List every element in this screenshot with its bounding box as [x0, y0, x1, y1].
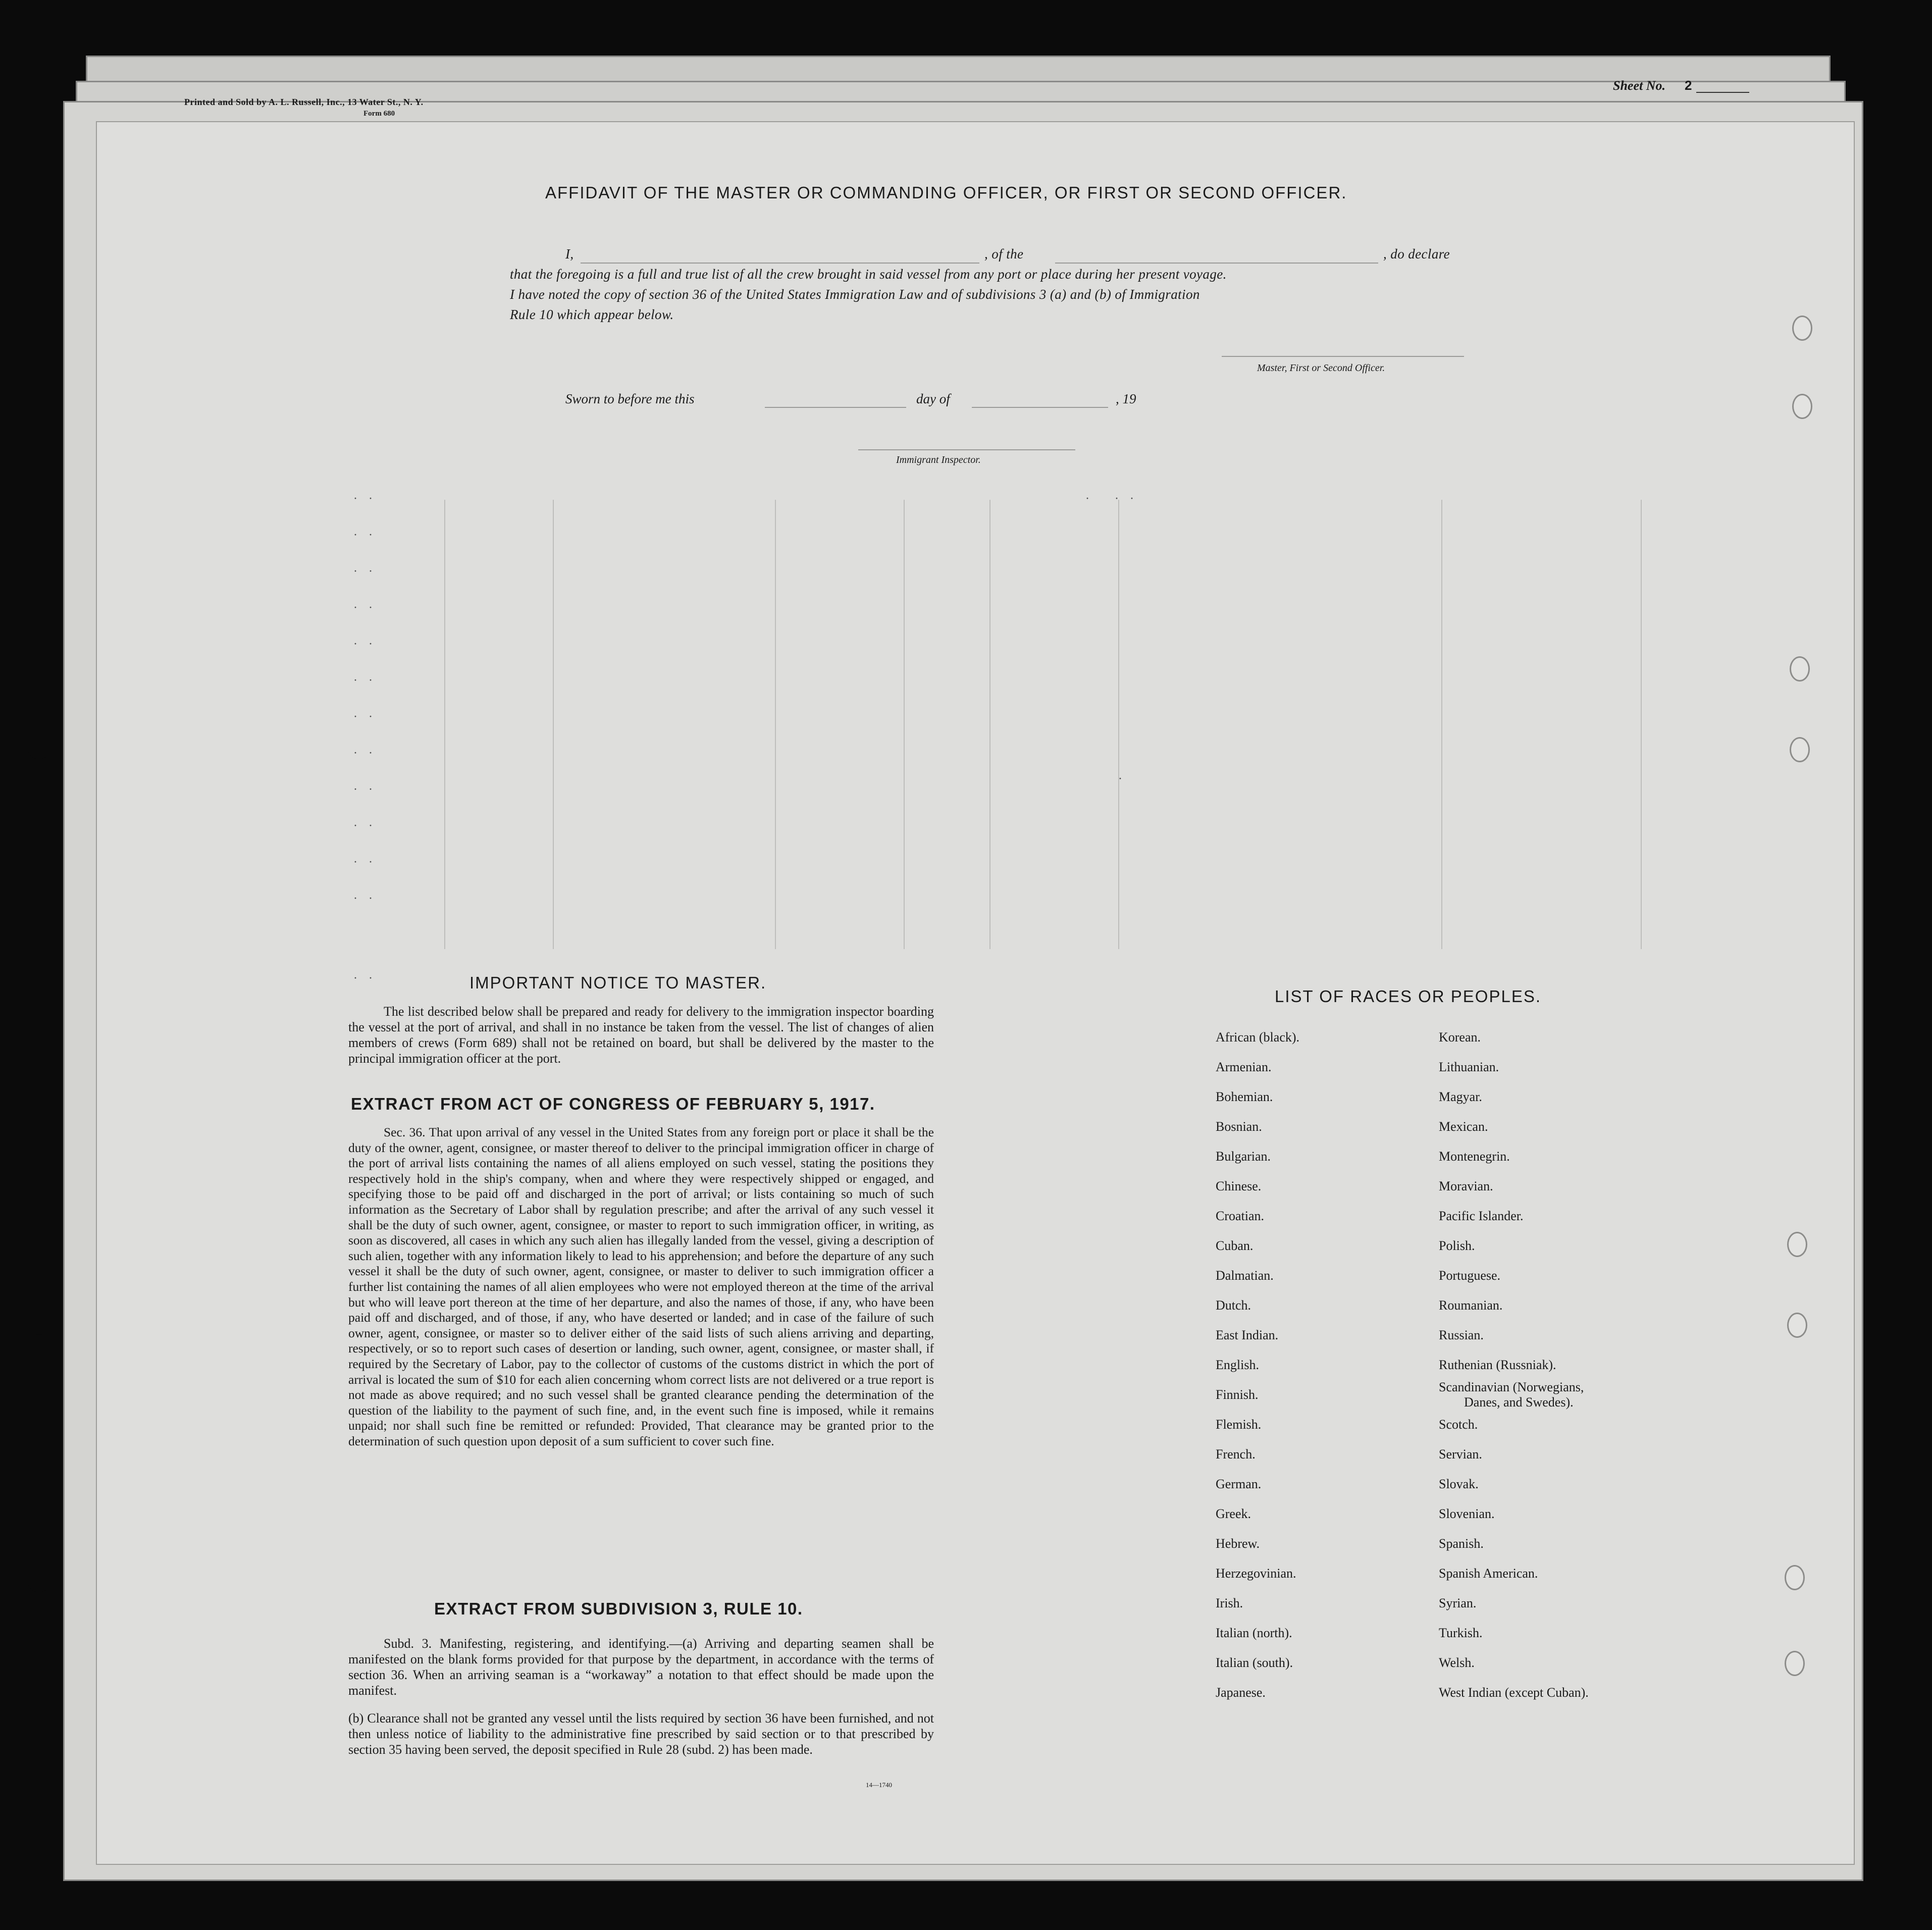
rule-extract-title: EXTRACT FROM SUBDIVISION 3, RULE 10. [434, 1599, 803, 1618]
race-item: Bosnian. [1216, 1119, 1262, 1134]
punch-ring [1792, 394, 1812, 419]
act-extract-title: EXTRACT FROM ACT OF CONGRESS OF FEBRUARY 5, 1917. [351, 1094, 875, 1113]
faint-rule [989, 500, 990, 949]
faint-rule [1641, 500, 1642, 949]
race-item: Finnish. [1216, 1387, 1259, 1402]
punch-ring [1787, 1313, 1807, 1338]
bleed-dots: ·· [353, 747, 384, 760]
race-item: Dalmatian. [1216, 1268, 1274, 1283]
faint-rule [553, 500, 554, 949]
race-item: Spanish. [1439, 1536, 1484, 1551]
rule-extract-a: Subd. 3. Manifesting, registering, and identifying.—(a) Arriving and departing seamen shall be manifested on the blank forms provided for that purpose by the department, in accordance with the terms of section 36. When an arriving seaman is a “workaway” a notation to that effect should be made upon the manifest. [348, 1636, 934, 1698]
race-item: Roumanian. [1439, 1298, 1503, 1313]
race-item: French. [1216, 1447, 1256, 1462]
race-item: Hebrew. [1216, 1536, 1260, 1551]
affidavit-line: I have noted the copy of section 36 of the United States Immigration Law and of subdivisions 3 (a) and (b) of Immigration [510, 287, 1200, 302]
races-title: LIST OF RACES OR PEOPLES. [1275, 987, 1542, 1006]
race-item: Ruthenian (Russniak). [1439, 1358, 1556, 1372]
race-item: Polish. [1439, 1238, 1475, 1253]
race-item: Slovenian. [1439, 1506, 1495, 1521]
race-item: Flemish. [1216, 1417, 1262, 1432]
race-item: Japanese. [1216, 1685, 1266, 1700]
sheet-number-label: Sheet No. [1613, 78, 1665, 93]
signature-line [1222, 356, 1464, 357]
race-item: Montenegrin. [1439, 1149, 1510, 1164]
binding-hole [28, 1313, 50, 1335]
race-item: Croatian. [1216, 1209, 1265, 1223]
name-blank [581, 263, 979, 264]
month-blank [972, 407, 1108, 408]
notice-body: The list described below shall be prepared and ready for delivery to the immigration inspector boarding the vessel at the port of arrival, and shall in no instance be taken from the vessel. The list of changes of alien members of crews (Form 689) shall not be retained on board, but shall be delivered by the master to the principal immigration officer at the port. [348, 1004, 934, 1066]
binding-hole [28, 737, 50, 759]
race-item: African (black). [1216, 1030, 1300, 1045]
inspector-line [858, 449, 1075, 450]
bleed-dots: ·· [353, 492, 384, 505]
race-item: Irish. [1216, 1596, 1243, 1610]
vessel-blank [1055, 263, 1378, 264]
punch-ring [1792, 316, 1812, 341]
affidavit-i: I, [565, 246, 574, 262]
race-item: Chinese. [1216, 1179, 1262, 1193]
affidavit-do-declare: , do declare [1383, 246, 1450, 262]
race-item: Syrian. [1439, 1596, 1477, 1610]
binding-hole [28, 404, 50, 426]
punch-ring [1785, 1651, 1805, 1676]
race-item: Bohemian. [1216, 1089, 1273, 1104]
race-item: West Indian (except Cuban). [1439, 1685, 1589, 1700]
affidavit-line: Rule 10 which appear below. [510, 307, 674, 322]
notice-title: IMPORTANT NOTICE TO MASTER. [469, 973, 767, 992]
race-item: Slovak. [1439, 1477, 1479, 1491]
bleed-dots: ·· [353, 601, 384, 614]
front-sheet [96, 121, 1855, 1865]
sheet-number [1613, 78, 1692, 93]
faint-rule [904, 500, 905, 949]
bleed-dots: ·· [353, 856, 384, 869]
bleed-dots: ·· [353, 674, 384, 687]
day-blank [765, 407, 906, 408]
bleed-dots: ·· [353, 819, 384, 832]
form-code: 14—1740 [866, 1781, 892, 1789]
bleed-dots: ·· [353, 638, 384, 651]
race-item: Servian. [1439, 1447, 1482, 1462]
punch-ring [1790, 737, 1810, 762]
printer-credit: Printed and Sold by A. L. Russell, Inc., 13 Water St., N. Y. [184, 97, 424, 107]
punch-ring [1785, 1565, 1805, 1590]
race-item: English. [1216, 1358, 1259, 1372]
race-item: Mexican. [1439, 1119, 1488, 1134]
race-item: Scotch. [1439, 1417, 1478, 1432]
race-item: Armenian. [1216, 1060, 1272, 1074]
bleed-dots: ·· [353, 892, 384, 905]
sworn-text: Sworn to before me this [565, 391, 695, 406]
faint-rule [775, 500, 776, 949]
signature-label: Master, First or Second Officer. [1257, 362, 1385, 374]
race-item: Italian (north). [1216, 1626, 1292, 1640]
faint-rule [444, 500, 445, 949]
race-item: Italian (south). [1216, 1655, 1293, 1670]
sheet-number-value: 2 [1685, 78, 1692, 93]
bleed-dots: ·· [353, 710, 384, 723]
race-item: Greek. [1216, 1506, 1251, 1521]
form-number: Form 680 [363, 110, 395, 118]
race-item: Moravian. [1439, 1179, 1493, 1193]
punch-ring [1790, 656, 1810, 682]
race-item: Dutch. [1216, 1298, 1251, 1313]
race-item: German. [1216, 1477, 1262, 1491]
bleed-dots: ·· [353, 783, 384, 796]
inspector-label: Immigrant Inspector. [896, 454, 981, 465]
race-item: Bulgarian. [1216, 1149, 1271, 1164]
race-item: Pacific Islander. [1439, 1209, 1524, 1223]
bleed-dots: · [1118, 772, 1133, 786]
race-item: East Indian. [1216, 1328, 1279, 1342]
day-of-text: day of [916, 391, 950, 406]
race-item: Turkish. [1439, 1626, 1483, 1640]
punch-ring [1787, 1232, 1807, 1257]
race-item: Spanish American. [1439, 1566, 1538, 1581]
race-item: Scandinavian (Norwegians, [1439, 1380, 1584, 1394]
race-item: Russian. [1439, 1328, 1484, 1342]
bleed-dots: ·· [353, 529, 384, 542]
affidavit-of-the: , of the [984, 246, 1024, 262]
affidavit-title: AFFIDAVIT OF THE MASTER OR COMMANDING OFFICER, OR FIRST OR SECOND OFFICER. [545, 183, 1347, 202]
race-item: Lithuanian. [1439, 1060, 1499, 1074]
bleed-dots: ·· [353, 972, 384, 985]
bleed-dots: · ·· [1085, 492, 1145, 505]
faint-rule [1441, 500, 1442, 949]
race-item: Cuban. [1216, 1238, 1254, 1253]
race-item: Magyar. [1439, 1089, 1482, 1104]
race-item: Portuguese. [1439, 1268, 1501, 1283]
affidavit-line: that the foregoing is a full and true list of all the crew brought in said vessel from any port or place during her present voyage. [510, 267, 1227, 282]
rule-extract-b: (b) Clearance shall not be granted any vessel until the lists required by section 36 have been furnished, and not then unless notice of liability to the administrative fine prescribed by said section or to that prescribed by section 35 having been served, the deposit specified in Rule 28 (subd. 2) has been made. [348, 1711, 934, 1757]
sheet-number-line [1696, 92, 1749, 93]
race-item: Danes, and Swedes). [1464, 1395, 1574, 1410]
race-item: Welsh. [1439, 1655, 1475, 1670]
faint-rule [1118, 500, 1119, 949]
binding-hole [28, 1570, 50, 1592]
bleed-dots: ·· [353, 565, 384, 578]
race-item: Korean. [1439, 1030, 1481, 1045]
race-item: Herzegovinian. [1216, 1566, 1296, 1581]
year-text: , 19 [1116, 391, 1136, 406]
act-extract-body: Sec. 36. That upon arrival of any vessel in the United States from any foreign port or place it shall be the duty of the owner, agent, consignee, or master thereof to deliver to the principal immigration officer in charge of the port of arrival lists containing the names of all aliens employed on such vessel, stating the positions they respectively hold in the ship's company, when and where they were respectively shipped or engaged, and specifying those to be paid off and discharged in the port of arrival; or lists containing so much of such information as the Secretary of Labor shall by regulation prescribe; and after the arrival of any such vessel it shall be the duty of such owner, agent, consignee, or master to report to such immigration officer, in writing, as soon as discovered, all cases in which any such alien has illegally landed from the vessel, giving a description of such alien, together with any information likely to lead to his apprehension; and before the departure of any such vessel it shall be the duty of such owner, agent, consignee, or master to deliver to such immigration officer a further list containing the names of all alien employees who were not employed thereon at the time of the arrival but who will leave port thereon at the time of her departure, and also the names of those, if any, who have been paid off and discharged, and of those, if any, who have deserted or landed; and in case of the failure of such owner, agent, consignee, or master so to deliver either of the said lists of such aliens arriving and departing, respectively, or so to report such cases of desertion or landing, such owner, agent, consignee, or master shall, if required by the Secretary of Labor, pay to the collector of customs of the customs district in which the port of arrival is located the sum of $10 for each alien concerning whom correct lists are not delivered or a true report is not made as above required; and no such vessel shall be granted clearance pending the determination of the question of the liability to the payment of such fine, and, in the event such fine is imposed, while it remains unpaid; nor shall such fine be remitted or refunded: Provided, That clearance may be granted prior to the determination of such question upon deposit of a sum sufficient to cover such fine. [348, 1125, 934, 1448]
